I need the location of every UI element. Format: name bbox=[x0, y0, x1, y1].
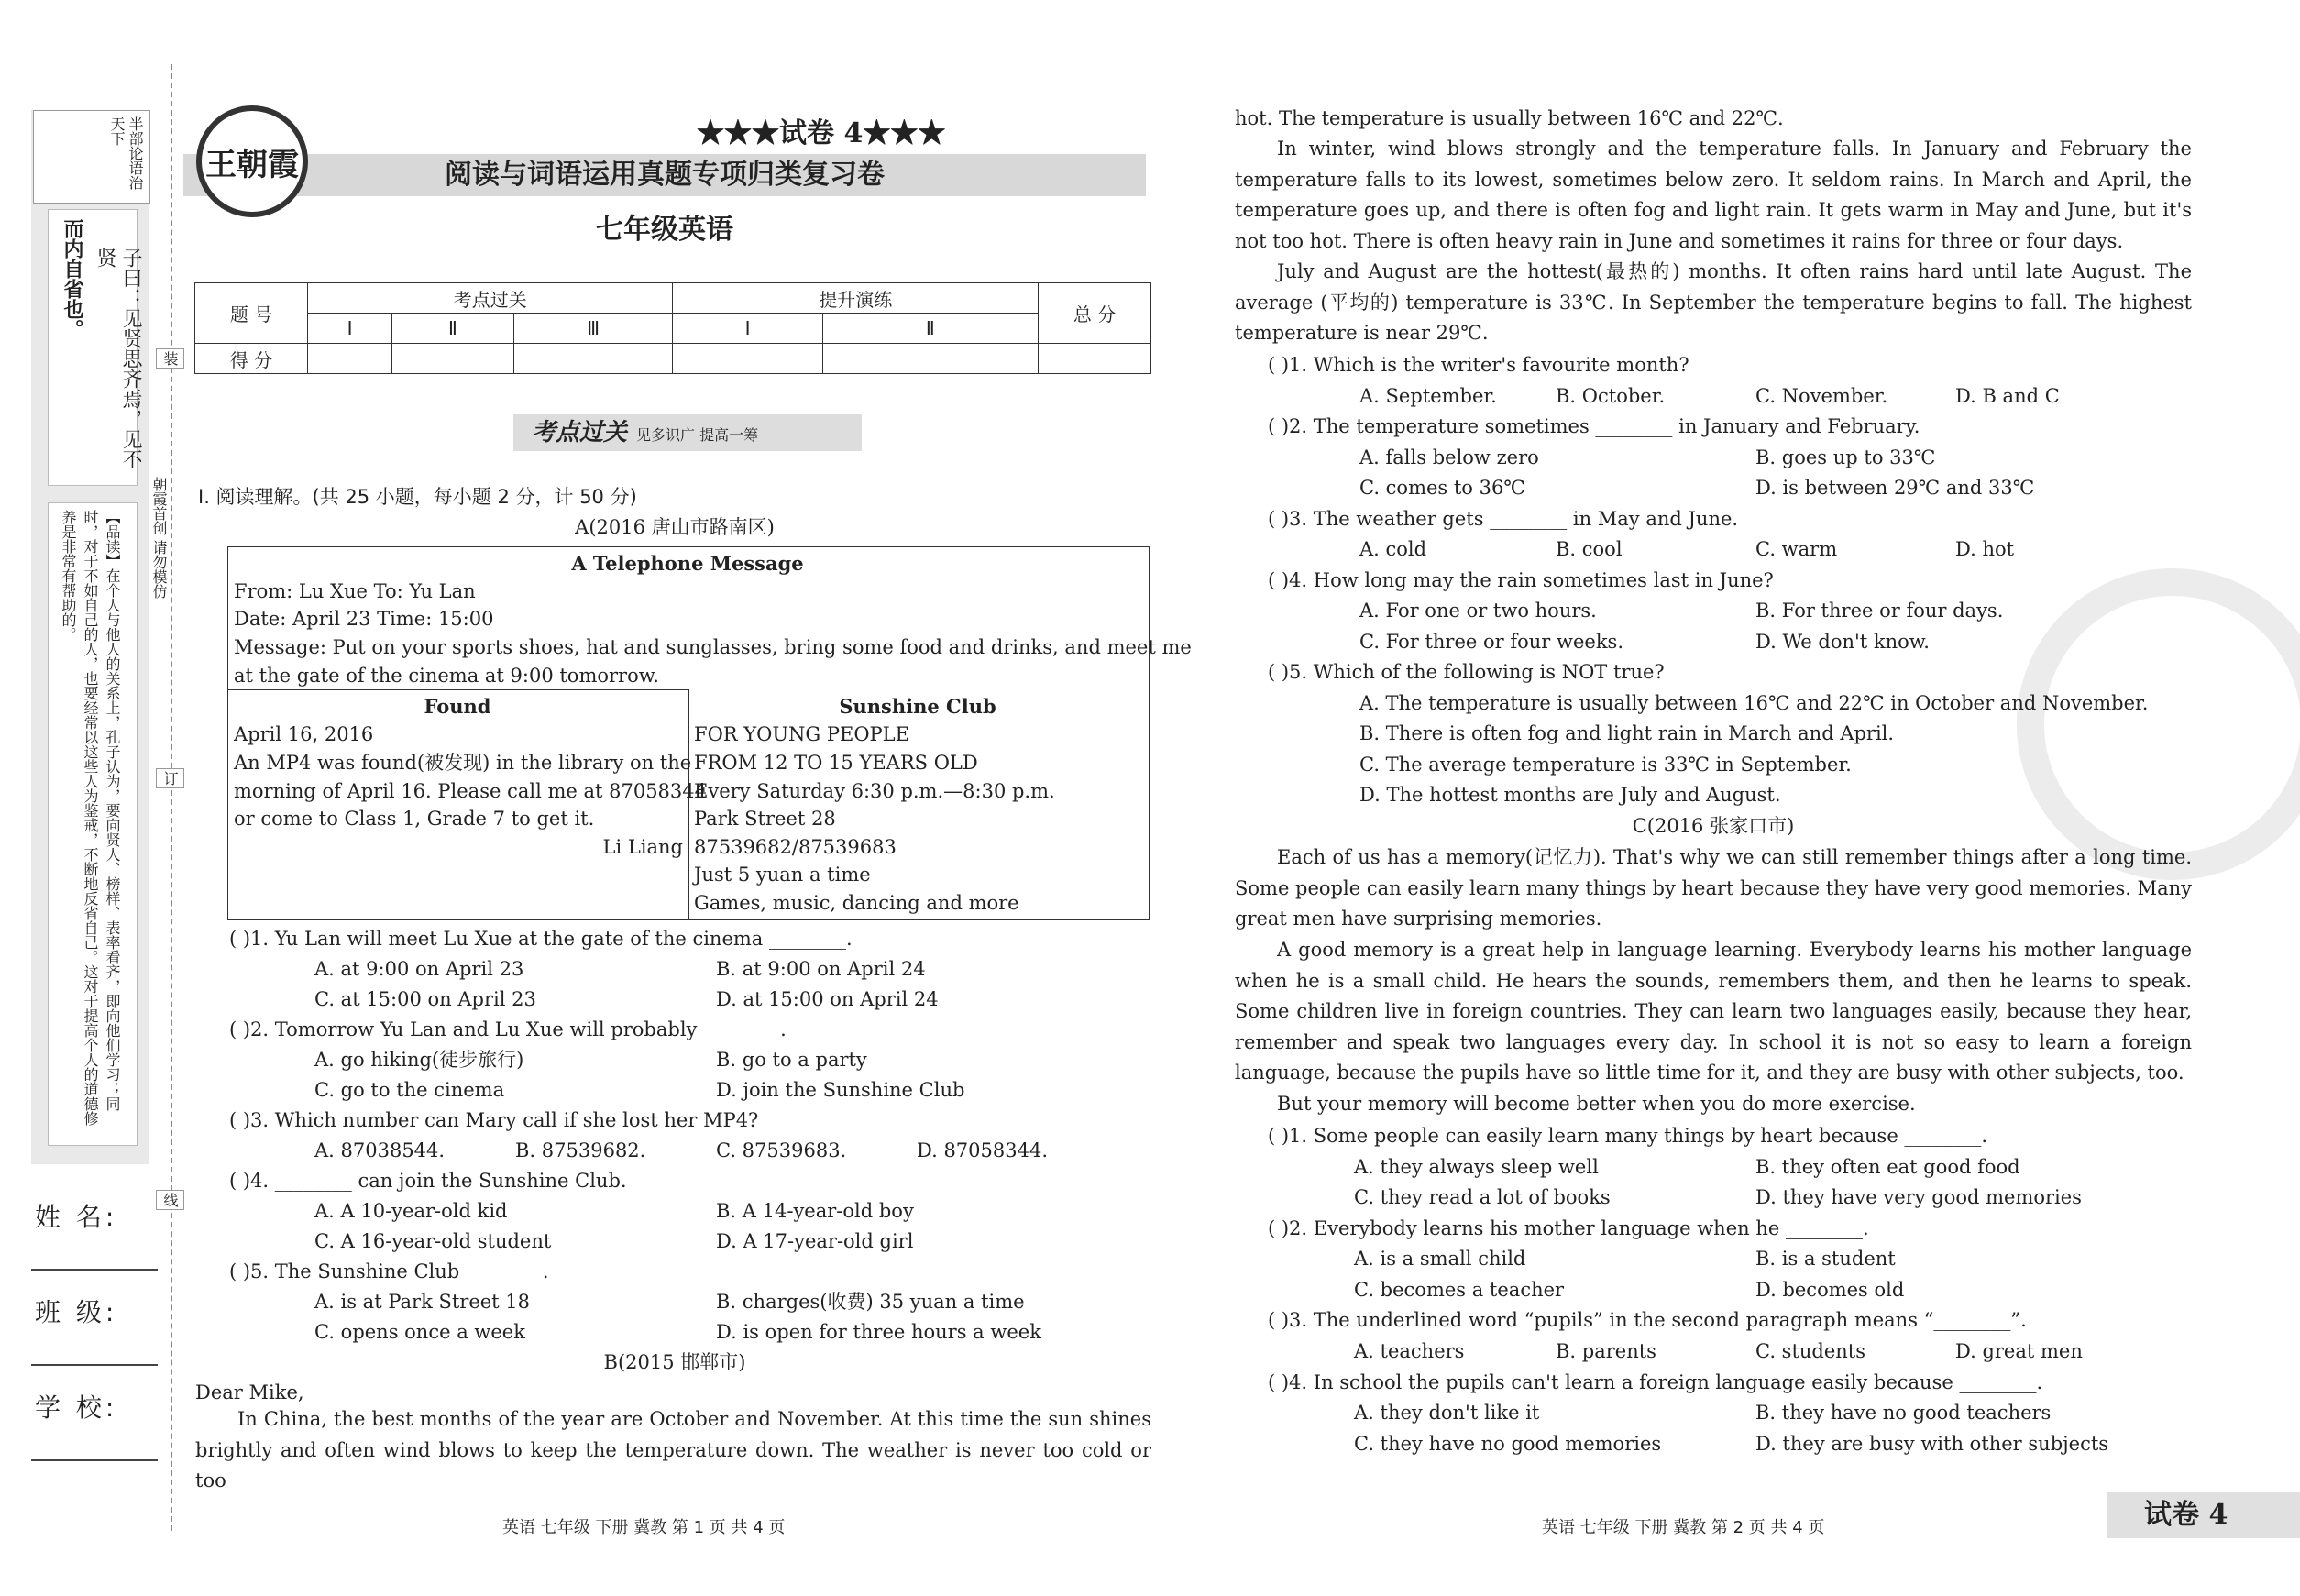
option[interactable]: A. is at Park Street 18 bbox=[314, 1291, 531, 1313]
club-line: 87539682/87539683 bbox=[694, 836, 897, 858]
message-line: Message: Put on your sports shoes, hat and sunglasses, bring some food and drinks, and meet me bbox=[234, 636, 1192, 658]
passage-b-paragraph: July and August are the hottest(最热的) months. It often rains hard until late August. The average (平均的) temperature is 33℃. In September the temperature begins to fall. The highest temperature is near 29℃. bbox=[1235, 260, 2192, 344]
option[interactable]: D. becomes old bbox=[1755, 1279, 1905, 1301]
option[interactable]: A. is a small child bbox=[1354, 1248, 1526, 1270]
name-field[interactable] bbox=[31, 1269, 158, 1271]
option[interactable]: D. join the Sunshine Club bbox=[716, 1079, 965, 1101]
passage-c-paragraph: A good memory is a great help in language learning. Everybody learns his mother language when he is a small child. He hears the sounds, remembers them, and then he learns to speak. Some children live in foreign countries. They can learn two languages easily, because they hear, remember and speak two languages every day. In school it is not so easy to learn a foreign language, because the pupils have so little time for it, and they are busy with other subjects, too. bbox=[1235, 939, 2192, 1084]
option[interactable]: D. 87058344. bbox=[917, 1139, 1049, 1161]
option[interactable]: C. 87539683. bbox=[716, 1139, 847, 1161]
option[interactable]: A. go hiking(徒步旅行) bbox=[314, 1049, 524, 1071]
paper-number-tab: 试卷 4 bbox=[2107, 1492, 2300, 1538]
option[interactable]: A. teachers bbox=[1354, 1340, 1465, 1362]
option[interactable]: C. opens once a week bbox=[314, 1321, 525, 1343]
option[interactable]: D. is open for three hours a week bbox=[716, 1321, 1041, 1343]
question-stem: ( )5. Which of the following is NOT true? bbox=[1268, 661, 1665, 683]
option[interactable]: C. November. bbox=[1755, 385, 1888, 407]
option[interactable]: B. 87539682. bbox=[515, 1139, 646, 1161]
option[interactable]: C. comes to 36℃ bbox=[1359, 477, 1525, 499]
passage-b-continued: hot. The temperature is usually between 16℃ and 22℃. bbox=[1235, 107, 1784, 129]
motto-seal bbox=[33, 110, 150, 204]
option[interactable]: A. falls below zero bbox=[1359, 446, 1539, 468]
score-cell[interactable] bbox=[822, 344, 1038, 374]
option[interactable]: B. go to a party bbox=[716, 1049, 867, 1071]
question-stem: ( )4. How long may the rain sometimes last in June? bbox=[1268, 569, 1774, 591]
option[interactable]: C. The average temperature is 33℃ in September. bbox=[1359, 754, 1852, 776]
question-stem: ( )1. Yu Lan will meet Lu Xue at the gate of the cinema ________. bbox=[229, 928, 853, 950]
question-stem: ( )3. Which number can Mary call if she lost her MP4? bbox=[229, 1109, 759, 1131]
option[interactable]: C. For three or four weeks. bbox=[1359, 631, 1624, 653]
question-stem: ( )2. Tomorrow Yu Lan and Lu Xue will probably ________. bbox=[229, 1018, 787, 1040]
section-banner bbox=[513, 414, 862, 451]
club-line: Just 5 yuan a time bbox=[694, 864, 871, 886]
side-note: 朝霞首创 请勿模仿 bbox=[150, 477, 168, 600]
passage-c-paragraph: Each of us has a memory(记忆力). That's why we can still remember things after a long time. Some people can easily learn many things by heart because they have very good memories. Many great men have surprising memories. bbox=[1235, 846, 2192, 930]
option[interactable]: D. is between 29℃ and 33℃ bbox=[1755, 477, 2035, 499]
brand-logo: 王朝霞 bbox=[196, 105, 308, 217]
col-header: Ⅱ bbox=[822, 314, 1038, 344]
message-line: at the gate of the cinema at 9:00 tomorrow. bbox=[234, 665, 659, 687]
option[interactable]: A. The temperature is usually between 16℃ and 22℃ in October and November. bbox=[1359, 692, 2149, 714]
question-stem: ( )4. ________ can join the Sunshine Club. bbox=[229, 1170, 627, 1192]
col-header: Ⅱ bbox=[392, 314, 514, 344]
club-title: Sunshine Club bbox=[839, 695, 996, 718]
option[interactable]: A. For one or two hours. bbox=[1359, 600, 1597, 622]
score-table bbox=[194, 282, 1151, 374]
option[interactable]: D. B and C bbox=[1955, 385, 2060, 407]
score-cell[interactable] bbox=[392, 344, 514, 374]
col-header: Ⅲ bbox=[513, 314, 673, 344]
option[interactable]: B. is a student bbox=[1755, 1248, 1896, 1270]
section-title: 考点过关 bbox=[532, 419, 628, 446]
option[interactable]: D. A 17-year-old girl bbox=[716, 1230, 914, 1252]
passage-c-paragraph: But your memory will become better when you do more exercise. bbox=[1277, 1093, 1916, 1115]
club-line: Park Street 28 bbox=[694, 808, 836, 830]
binding-mark-3: 线 bbox=[156, 1190, 184, 1210]
score-cell[interactable] bbox=[308, 344, 392, 374]
option[interactable]: B. For three or four days. bbox=[1755, 600, 2004, 622]
main-title: 阅读与词语运用真题专项归类复习卷 bbox=[445, 159, 885, 191]
part1-heading: Ⅰ. 阅读理解。(共 25 小题，每小题 2 分，计 50 分) bbox=[198, 486, 637, 508]
club-line: Every Saturday 6:30 p.m.—8:30 p.m. bbox=[694, 780, 1055, 802]
passage-b-paragraph: In China, the best months of the year are October and November. At this time the sun shines brightly and often wind blows to keep the temperature down. The weather is never too cold or too bbox=[195, 1408, 1151, 1491]
option[interactable]: C. warm bbox=[1755, 538, 1838, 560]
section-slogan: 见多识广 提高一筹 bbox=[636, 426, 759, 444]
option[interactable]: A. at 9:00 on April 23 bbox=[314, 958, 524, 980]
message-line: Date: April 23 Time: 15:00 bbox=[234, 608, 494, 630]
found-line: or come to Class 1, Grade 7 to get it. bbox=[234, 808, 595, 830]
row-label-score: 得 分 bbox=[195, 344, 308, 374]
paper-tag: ★★★试卷 4★★★ bbox=[697, 117, 946, 149]
message-title: A Telephone Message bbox=[571, 552, 804, 575]
found-title: Found bbox=[424, 695, 491, 718]
option[interactable]: C. they have no good memories bbox=[1354, 1433, 1662, 1455]
option[interactable]: B. charges(收费) 35 yuan a time bbox=[716, 1291, 1025, 1313]
message-line: From: Lu Xue To: Yu Lan bbox=[234, 580, 476, 602]
question-stem: ( )1. Which is the writer's favourite month? bbox=[1268, 354, 1689, 376]
option[interactable]: C. they read a lot of books bbox=[1354, 1186, 1611, 1208]
group-header-2: 提升演练 bbox=[673, 283, 1039, 314]
option[interactable]: D. at 15:00 on April 24 bbox=[716, 988, 939, 1010]
group-header-1: 考点过关 bbox=[308, 283, 673, 314]
question-stem: ( )1. Some people can easily learn many things by heart because ________. bbox=[1268, 1125, 1988, 1147]
club-line: Games, music, dancing and more bbox=[694, 892, 1019, 914]
letter-greeting: Dear Mike, bbox=[195, 1381, 304, 1403]
question-stem: ( )2. The temperature sometimes ________ in January and February. bbox=[1268, 415, 1920, 437]
page-footer-left: 英语 七年级 下册 冀教 第 1 页 共 4 页 bbox=[502, 1518, 786, 1537]
option[interactable]: B. A 14-year-old boy bbox=[716, 1200, 914, 1222]
option[interactable]: B. they often eat good food bbox=[1755, 1156, 2020, 1178]
passage-c-source: C(2016 张家口市) bbox=[1632, 815, 1795, 837]
option[interactable]: B. parents bbox=[1556, 1340, 1656, 1362]
option[interactable]: A. cold bbox=[1359, 538, 1427, 560]
col-header: Ⅰ bbox=[308, 314, 392, 344]
passage-b-source: B(2015 邯郸市) bbox=[603, 1351, 746, 1373]
option[interactable]: A. they don't like it bbox=[1354, 1402, 1540, 1424]
binding-cut-line bbox=[171, 64, 172, 1531]
sub-title: 七年级英语 bbox=[596, 214, 733, 246]
quote-line-1: 子曰：见贤思齐焉，见不贤 bbox=[94, 248, 142, 469]
club-line: FROM 12 TO 15 YEARS OLD bbox=[694, 752, 978, 774]
question-stem: ( )5. The Sunshine Club ________. bbox=[229, 1260, 549, 1282]
total-header: 总 分 bbox=[1039, 283, 1151, 344]
club-line: FOR YOUNG PEOPLE bbox=[694, 723, 909, 745]
option[interactable]: B. There is often fog and light rain in March and April. bbox=[1359, 722, 1895, 744]
option[interactable]: C. students bbox=[1755, 1340, 1866, 1362]
option[interactable]: A. 87038544. bbox=[314, 1139, 446, 1161]
option[interactable]: A. A 10-year-old kid bbox=[314, 1200, 508, 1222]
option[interactable]: D. great men bbox=[1955, 1340, 2083, 1362]
option[interactable]: D. they have very good memories bbox=[1755, 1186, 2082, 1208]
option[interactable]: C. go to the cinema bbox=[314, 1079, 505, 1101]
col-header: Ⅰ bbox=[673, 314, 822, 344]
question-stem: ( )3. The underlined word “pupils” in the second paragraph means “________”. bbox=[1268, 1309, 2027, 1331]
option[interactable]: B. cool bbox=[1556, 538, 1623, 560]
binding-mark-1: 装 bbox=[156, 348, 184, 369]
class-label: 班 级: bbox=[35, 1297, 118, 1327]
option[interactable]: B. at 9:00 on April 24 bbox=[716, 958, 926, 980]
school-label: 学 校: bbox=[35, 1392, 118, 1423]
option[interactable]: B. October. bbox=[1556, 385, 1666, 407]
found-line: April 16, 2016 bbox=[234, 723, 374, 745]
total-score-cell[interactable] bbox=[1039, 344, 1151, 374]
motto-text: 半部论语治天下 bbox=[108, 116, 144, 190]
option[interactable]: D. hot bbox=[1955, 538, 2015, 560]
page-footer-right: 英语 七年级 下册 冀教 第 2 页 共 4 页 bbox=[1542, 1518, 1825, 1537]
question-stem: ( )3. The weather gets ________ in May and June. bbox=[1268, 508, 1739, 530]
option[interactable]: B. goes up to 33℃ bbox=[1755, 446, 1936, 468]
found-line: An MP4 was found(被发现) in the library on the bbox=[234, 752, 692, 774]
score-cell[interactable] bbox=[513, 344, 673, 374]
option[interactable]: D. they are busy with other subjects bbox=[1755, 1433, 2109, 1455]
score-cell[interactable] bbox=[673, 344, 822, 374]
passage-b-paragraph: In winter, wind blows strongly and the temperature falls. In January and February the temperature falls to its lowest, sometimes below zero. It seldom rains. In March and April, the temperature goes up, and there is often fog and light rain. It gets warm in May and June, but it's not too hot. There is often heavy rain in June and sometimes it rains for three or four days. bbox=[1235, 138, 2192, 252]
option[interactable]: C. at 15:00 on April 23 bbox=[314, 988, 536, 1010]
question-stem: ( )2. Everybody learns his mother language when he ________. bbox=[1268, 1217, 1869, 1239]
row-label-question: 题 号 bbox=[195, 283, 308, 344]
reading-note: 【品读】在个人与他人的关系上，孔子认为，要向贤人、榜样、表率看齐，即向他们学习；同时，对于不如自己的人，也要经常以这些人为鉴戒，不断地反省自己。这对于提高个人的道德修养是非常有帮助的。 bbox=[60, 510, 121, 1126]
found-sign: Li Liang bbox=[602, 836, 683, 858]
option[interactable]: A. they always sleep well bbox=[1354, 1156, 1599, 1178]
passage-a-source: A(2016 唐山市路南区) bbox=[575, 516, 775, 538]
class-field[interactable] bbox=[31, 1364, 158, 1366]
school-field[interactable] bbox=[31, 1459, 158, 1461]
option[interactable]: A. September. bbox=[1359, 385, 1497, 407]
quote-line-2: 而内自省也。 bbox=[61, 218, 83, 339]
option[interactable]: D. The hottest months are July and August. bbox=[1359, 784, 1781, 806]
option[interactable]: C. A 16-year-old student bbox=[314, 1230, 552, 1252]
option[interactable]: D. We don't know. bbox=[1755, 631, 1930, 653]
option[interactable]: B. they have no good teachers bbox=[1755, 1402, 2052, 1424]
binding-mark-2: 订 bbox=[156, 768, 184, 788]
found-line: morning of April 16. Please call me at 87058344 bbox=[234, 780, 707, 802]
question-stem: ( )4. In school the pupils can't learn a foreign language easily because ________. bbox=[1268, 1371, 2043, 1393]
option[interactable]: C. becomes a teacher bbox=[1354, 1279, 1565, 1301]
name-label: 姓 名: bbox=[35, 1202, 118, 1232]
